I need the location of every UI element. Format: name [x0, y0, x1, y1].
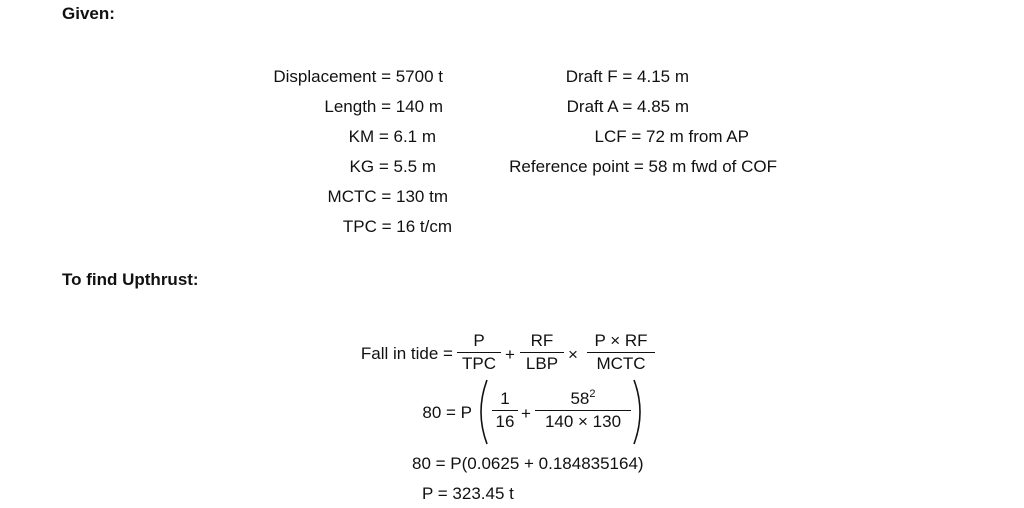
given-tpc: TPC = 16 t/cm — [342, 217, 452, 236]
given-draft-a: Draft A = 4.85 m — [566, 97, 689, 116]
eq1-f3-denominator: MCTC — [596, 354, 646, 373]
eq1-fraction-rf-lbp — [520, 330, 564, 375]
eq1-fraction-p-tpc — [457, 330, 501, 375]
eq1-f3-numerator: P × RF — [594, 331, 648, 350]
given-kg: KG = 5.5 m — [349, 157, 436, 176]
eq2-f1-denominator: 16 — [495, 412, 515, 431]
find-upthrust-heading: To find Upthrust: — [62, 270, 199, 289]
eq1-f2-denominator: LBP — [525, 354, 559, 373]
given-lcf: LCF = 72 m from AP — [594, 127, 749, 146]
eq1-f2-numerator: RF — [530, 331, 554, 350]
eq1-f1-denominator: TPC — [462, 354, 496, 373]
eq2-plus: + — [521, 404, 531, 423]
given-displacement: Displacement = 5700 t — [273, 67, 443, 86]
given-heading: Given: — [62, 4, 115, 23]
eq2-f2-denominator: 140 × 130 — [544, 412, 622, 431]
eq1-plus: + — [505, 345, 515, 364]
left-parenthesis — [474, 378, 490, 446]
eq1-fraction-prf-mctc — [587, 330, 655, 375]
given-mctc: MCTC = 130 tm — [327, 187, 448, 206]
eq2-f2-base: 58 — [570, 389, 590, 408]
eq2-f1-numerator: 1 — [500, 389, 510, 408]
eq2-fraction-1-16 — [492, 388, 518, 433]
given-draft-f: Draft F = 4.15 m — [565, 67, 689, 86]
given-reference-point: Reference point = 58 m fwd of COF — [509, 157, 777, 176]
eq2-f2-numerator — [568, 388, 597, 410]
eq3-line: 80 = P(0.0625 + 0.184835164) — [412, 454, 644, 473]
right-parenthesis — [631, 378, 647, 446]
eq2-lhs: 80 = P — [422, 403, 472, 422]
eq2-f2-exponent: 2 — [589, 388, 596, 400]
eq1-f1-numerator: P — [473, 331, 485, 350]
given-length: Length = 140 m — [324, 97, 443, 116]
given-km: KM = 6.1 m — [348, 127, 436, 146]
eq1-times: × — [568, 345, 578, 364]
eq4-result: P = 323.45 t — [422, 484, 514, 503]
eq2-fraction-58sq — [535, 388, 631, 433]
eq1-lhs: Fall in tide = — [360, 344, 453, 363]
